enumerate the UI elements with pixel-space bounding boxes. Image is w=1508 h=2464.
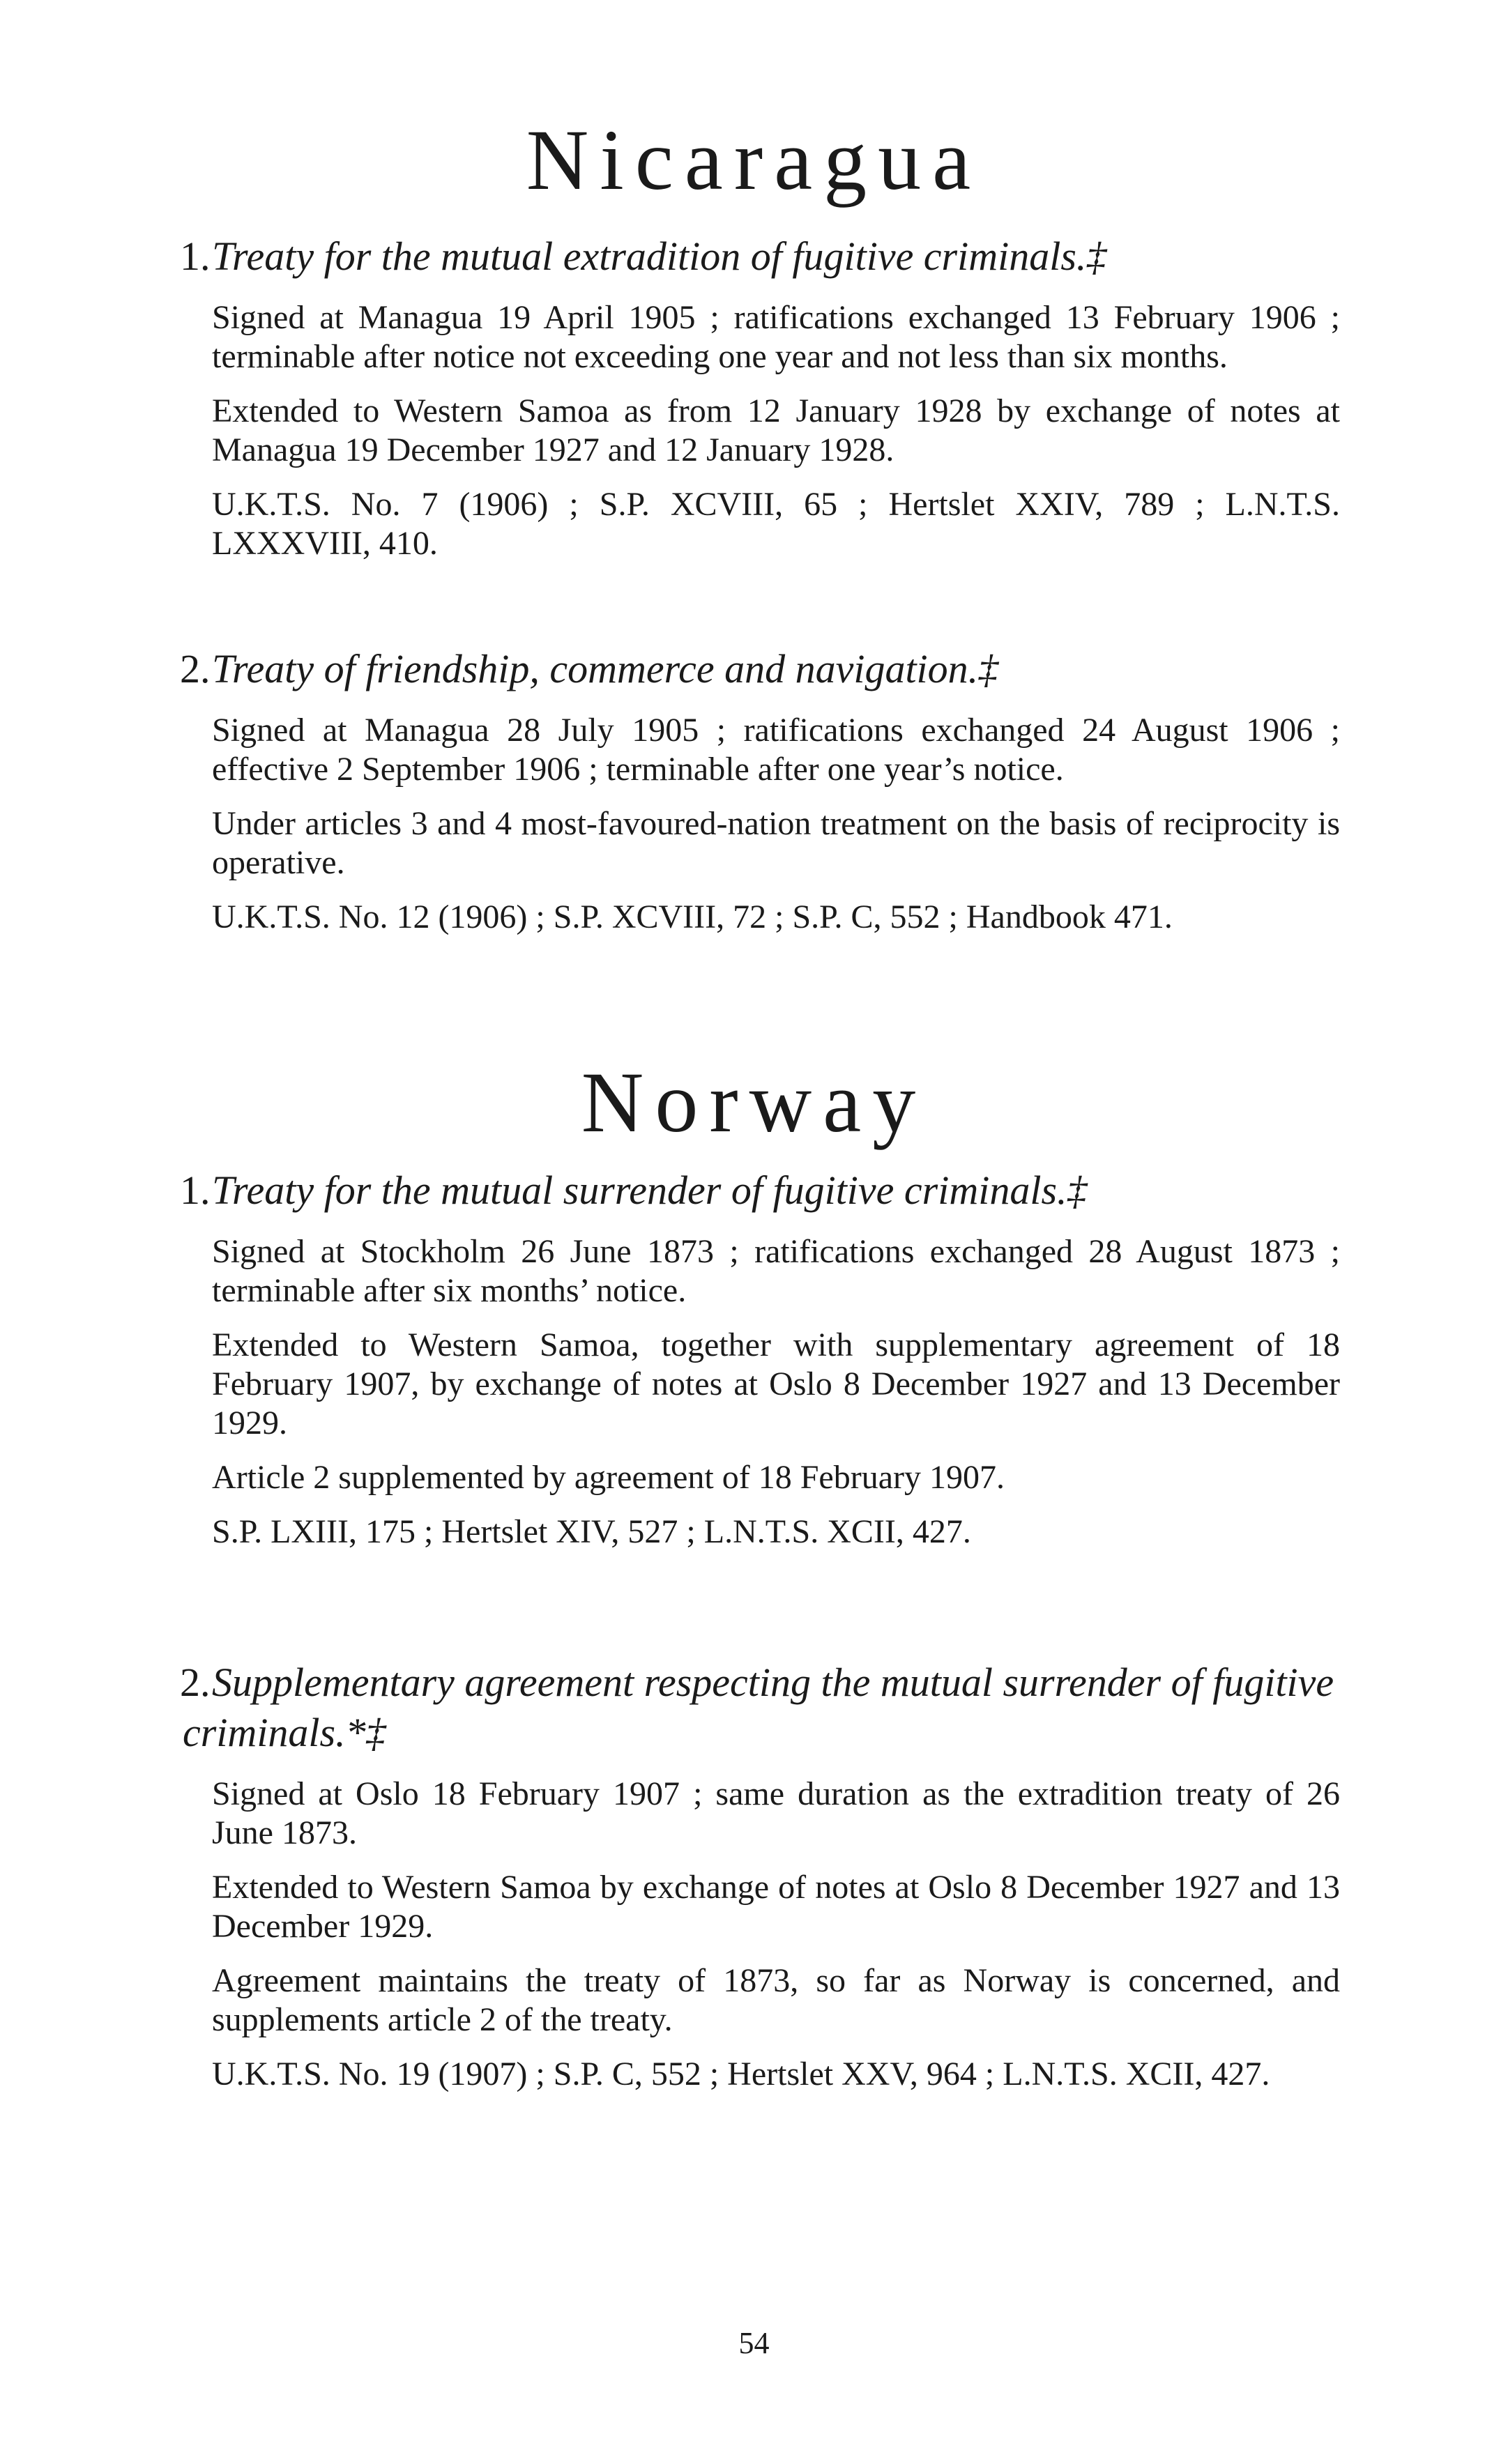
treaty-paragraph: Extended to Western Samoa as from 12 January 1928 by exchange of notes at Managua 19 December 1927 and 12 January 1928. xyxy=(212,392,1340,468)
treaty-paragraph: Signed at Managua 19 April 1905 ; ratifications exchanged 13 February 1906 ; terminable after notice not exceeding one year and not less than six months. xyxy=(212,299,1340,375)
treaty-nicaragua-2 xyxy=(180,644,1340,952)
treaty-number: 2. xyxy=(180,646,211,691)
treaty-title: Treaty for the mutual surrender of fugitive criminals.‡ xyxy=(212,1168,1088,1213)
treaty-title: Treaty of friendship, commerce and navigation.‡ xyxy=(212,646,999,691)
treaty-paragraph: Under articles 3 and 4 most-favoured-nation treatment on the basis of reciprocity is operative. xyxy=(212,805,1340,881)
treaty-paragraph: Extended to Western Samoa by exchange of notes at Oslo 8 December 1927 and 13 December 1929. xyxy=(212,1869,1340,1945)
treaty-number: 1. xyxy=(180,1168,211,1213)
treaty-references: U.K.T.S. No. 7 (1906) ; S.P. XCVIII, 65 ; Hertslet XXIV, 789 ; L.N.T.S. LXXXVIII, 410. xyxy=(212,486,1340,562)
treaty-references: U.K.T.S. No. 12 (1906) ; S.P. XCVIII, 72 ; S.P. C, 552 ; Handbook 471. xyxy=(212,898,1173,935)
treaty-title: Supplementary agreement respecting the mutual surrender of fugitive criminals.*‡ xyxy=(183,1660,1334,1755)
treaty-norway-2 xyxy=(180,1658,1340,2109)
treaty-heading xyxy=(180,1658,1340,1758)
treaty-paragraph: Article 2 supplemented by agreement of 18 February 1907. xyxy=(212,1459,1005,1496)
treaty-paragraph: Signed at Managua 28 July 1905 ; ratifications exchanged 24 August 1906 ; effective 2 September 1906 ; terminable after one year’s notice. xyxy=(212,712,1340,788)
page-number: 54 xyxy=(738,2326,770,2360)
treaty-heading xyxy=(180,1165,1340,1216)
treaty-heading xyxy=(180,231,1340,282)
treaty-paragraph: Agreement maintains the treaty of 1873, so far as Norway is concerned, and supplements article 2 of the treaty. xyxy=(212,1962,1340,2038)
treaty-norway-1 xyxy=(180,1165,1340,1567)
treaty-references: U.K.T.S. No. 19 (1907) ; S.P. C, 552 ; Hertslet XXV, 964 ; L.N.T.S. XCII, 427. xyxy=(212,2056,1270,2092)
treaty-references: S.P. LXIII, 175 ; Hertslet XIV, 527 ; L.N.T.S. XCII, 427. xyxy=(212,1513,971,1550)
treaty-number: 1. xyxy=(180,234,211,279)
country-heading-norway: Norway xyxy=(581,1055,927,1150)
treaty-paragraph: Signed at Stockholm 26 June 1873 ; ratifications exchanged 28 August 1873 ; terminable after six months’ notice. xyxy=(212,1233,1340,1309)
treaty-paragraph: Extended to Western Samoa, together with supplementary agreement of 18 February 1907, by exchange of notes at Oslo 8 December 1927 and 13 December 1929. xyxy=(212,1326,1340,1441)
treaty-number: 2. xyxy=(180,1660,211,1705)
treaty-nicaragua-1 xyxy=(180,231,1340,579)
treaty-paragraph: Signed at Oslo 18 February 1907 ; same duration as the extradition treaty of 26 June 1873. xyxy=(212,1775,1340,1851)
treaty-title: Treaty for the mutual extradition of fugitive criminals.‡ xyxy=(212,234,1107,279)
country-heading-nicaragua: Nicaragua xyxy=(526,112,982,208)
treaty-heading xyxy=(180,644,1340,694)
